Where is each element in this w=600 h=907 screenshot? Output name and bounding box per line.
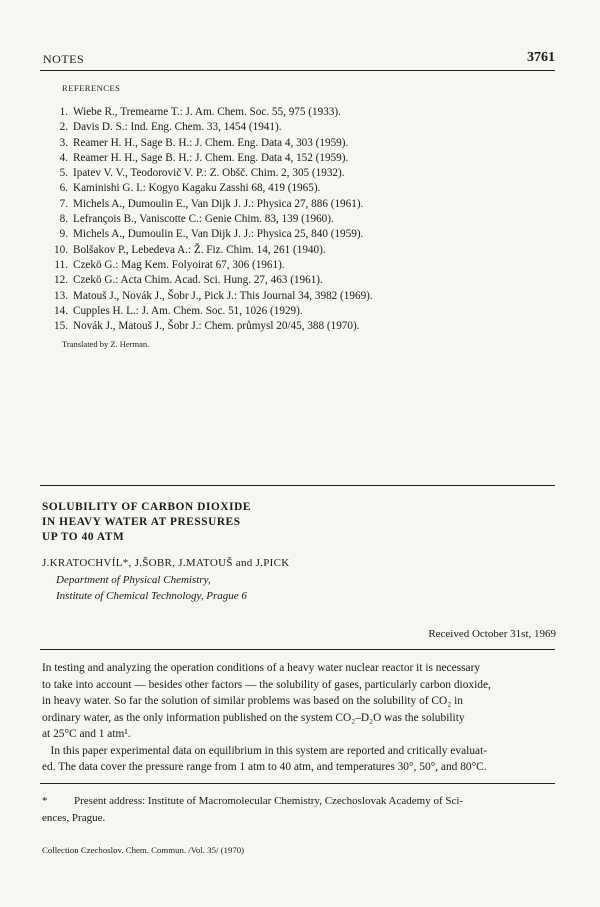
- reference-number: 1.: [59, 106, 68, 118]
- body-line: to take into account — besides other factors — the solubility of gases, particularly carbon dioxide,: [42, 678, 491, 691]
- reference-text: Wiebe R., Tremearne T.: J. Am. Chem. Soc. 55, 975 (1933).: [73, 106, 341, 118]
- affiliation: [56, 573, 247, 604]
- affiliation-line: Department of Physical Chemistry,: [56, 574, 211, 586]
- reference-item: [40, 105, 560, 120]
- title-line: UP TO 40 ATM: [42, 531, 125, 543]
- body-line: ed. The data cover the pressure range from 1 atm to 40 atm, and temperatures 30°, 50°, and 80°C.: [42, 761, 487, 773]
- reference-text: Ipatev V. V., Teodorovič V. P.: Z. Obšč. Chim. 2, 305 (1932).: [73, 167, 345, 180]
- reference-item: [40, 181, 560, 196]
- footnote: [42, 793, 557, 827]
- title-line: IN HEAVY WATER AT PRESSURES: [42, 516, 241, 528]
- reference-item: [40, 120, 560, 135]
- article-title: [42, 500, 251, 545]
- reference-number: 10.: [54, 243, 68, 256]
- reference-item: [40, 212, 560, 227]
- footnote-marker: *: [42, 795, 48, 807]
- article-body: [42, 660, 557, 776]
- reference-item: [40, 273, 560, 288]
- body-line: In testing and analyzing the operation conditions of a heavy water nuclear reactor it is necessary: [42, 662, 481, 674]
- reference-number: 15.: [54, 320, 68, 333]
- body-line: In this paper experimental data on equilibrium in this system are reported and critically evaluat-: [42, 744, 488, 757]
- reference-text: Michels A., Dumoulin E., Van Dijk J. J.: Physica 25, 840 (1959).: [73, 228, 364, 241]
- reference-item: [40, 136, 560, 151]
- reference-number: 5.: [59, 167, 68, 180]
- reference-number: 7.: [59, 197, 68, 210]
- reference-number: 8.: [59, 213, 68, 226]
- reference-text: Czekö G.: Mag Kem. Folyoirat 67, 306 (1961).: [73, 258, 285, 271]
- page-number: 3761: [527, 50, 555, 65]
- reference-item: [40, 151, 560, 166]
- page-header: [40, 50, 555, 71]
- reference-number: 9.: [59, 228, 68, 241]
- footnote-line: Present address: Institute of Macromolecular Chemistry, Czechoslovak Academy of Sci-: [74, 795, 464, 807]
- reference-text: Novák J., Matouš J., Šobr J.: Chem. průmysl 20/45, 388 (1970).: [73, 320, 360, 333]
- reference-number: 3.: [59, 136, 68, 149]
- reference-item: [40, 243, 560, 258]
- body-line: in heavy water. So far the solution of similar problems was based on the solubility of CO₂ in: [42, 695, 463, 707]
- reference-text: Reamer H. H., Sage B. H.: J. Chem. Eng. Data 4, 303 (1959).: [73, 136, 349, 149]
- journal-citation: Collection Czechoslov. Chem. Commun. /Vol. 35/ (1970): [42, 845, 245, 855]
- title-line: SOLUBILITY OF CARBON DIOXIDE: [42, 501, 251, 513]
- body-line: ordinary water, as the only information published on the system CO₂–D₂O was the solubility: [42, 711, 465, 724]
- divider: [40, 649, 555, 650]
- reference-number: 11.: [54, 258, 68, 271]
- reference-item: [40, 197, 560, 212]
- reference-text: Cupples H. L.: J. Am. Chem. Soc. 51, 1026 (1929).: [73, 304, 303, 317]
- reference-item: [40, 258, 560, 273]
- authors: J.KRATOCHVÍL*, J.ŠOBR, J.MATOUŠ and J.PICK: [42, 557, 290, 569]
- divider: [40, 485, 555, 486]
- references-heading: REFERENCES: [62, 83, 121, 93]
- reference-text: Bolšakov P., Lebedeva A.: Ž. Fiz. Chim. 14, 261 (1940).: [73, 243, 326, 256]
- reference-item: [40, 227, 560, 242]
- references-list: [40, 105, 560, 334]
- reference-text: Lefrançois B., Vaniscotte C.: Genie Chim. 83, 139 (1960).: [73, 213, 334, 226]
- received-date: Received October 31st, 1969: [428, 628, 556, 640]
- reference-text: Kaminishi G. I.: Kogyo Kagaku Zasshi 68, 419 (1965).: [73, 182, 321, 195]
- reference-item: [40, 166, 560, 181]
- reference-text: Czekö G.: Acta Chim. Acad. Sci. Hung. 27, 463 (1961).: [73, 274, 323, 287]
- reference-number: 2.: [59, 121, 68, 134]
- reference-item: [40, 319, 560, 334]
- reference-number: 12.: [54, 274, 68, 287]
- reference-number: 14.: [54, 304, 68, 317]
- reference-text: Davis D. S.: Ind. Eng. Chem. 33, 1454 (1941).: [73, 121, 282, 134]
- reference-number: 4.: [59, 151, 68, 164]
- reference-number: 6.: [59, 182, 68, 195]
- footnote-line: ences, Prague.: [42, 812, 106, 824]
- reference-text: Michels A., Dumoulin E., Van Dijk J. J.: Physica 27, 886 (1961).: [73, 197, 364, 210]
- translator-note: Translated by Z. Herman.: [62, 339, 150, 349]
- affiliation-line: Institute of Chemical Technology, Prague 6: [56, 589, 247, 602]
- footnote-divider: [40, 783, 555, 784]
- reference-number: 13.: [54, 289, 68, 302]
- body-line: at 25°C and 1 atm¹.: [42, 728, 131, 740]
- reference-item: [40, 289, 560, 304]
- reference-text: Matouš J., Novák J., Šobr J., Pick J.: This Journal 34, 3982 (1969).: [73, 289, 373, 302]
- reference-item: [40, 304, 560, 319]
- reference-text: Reamer H. H., Sage B. H.: J. Chem. Eng. Data 4, 152 (1959).: [73, 151, 349, 164]
- section-label: NOTES: [43, 52, 85, 66]
